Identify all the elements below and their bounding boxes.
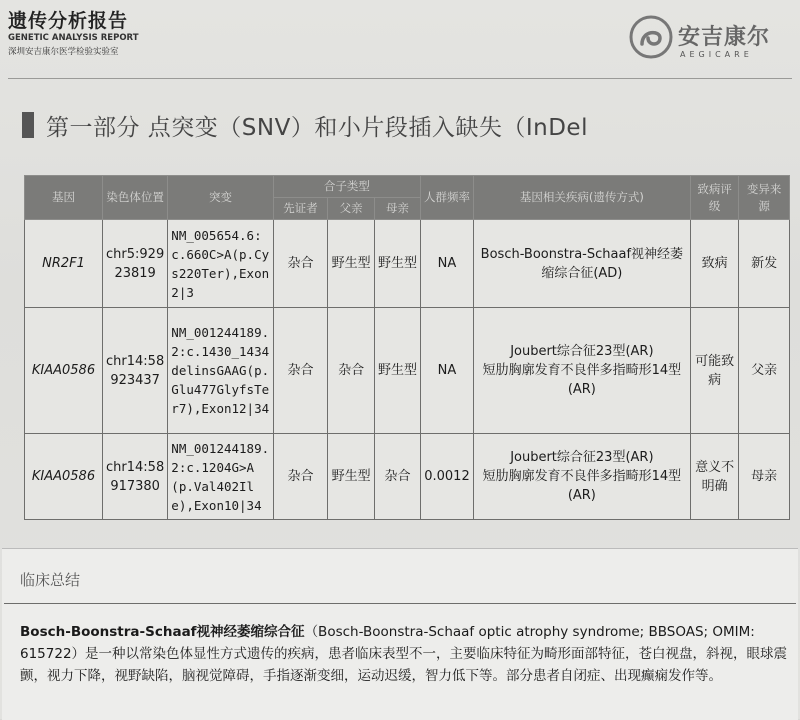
- disease-line: Bosch-Boonstra-Schaaf视神经萎缩综合征(AD): [480, 246, 684, 281]
- header-rating: 致病评级: [690, 176, 738, 220]
- cell-rating: 意义不明确: [690, 434, 738, 520]
- cell-disease: [473, 220, 690, 308]
- report-title: 遗传分析报告: [8, 10, 129, 32]
- cell-proband: 杂合: [273, 220, 328, 308]
- cell-mother: 野生型: [374, 220, 420, 308]
- cell-source: 母亲: [739, 434, 790, 520]
- cell-mother: 杂合: [374, 434, 420, 520]
- cell-mutation: NM_001244189.2:c.1204G>A(p.Val402Ile),Exon10|34: [168, 434, 273, 520]
- header-source: 变异来源: [739, 176, 790, 220]
- header-divider: [8, 78, 792, 79]
- table-row: [25, 308, 790, 434]
- cell-gene: KIAA0586: [25, 308, 103, 434]
- cell-frequency: NA: [421, 220, 474, 308]
- cell-mutation: NM_001244189.2:c.1430_1434delinsGAAG(p.Glu477GlyfsTer7),Exon12|34: [168, 308, 273, 434]
- summary-lead: Bosch-Boonstra-Schaaf视神经萎缩综合征: [20, 624, 305, 640]
- report-subtitle-en: GENETIC ANALYSIS REPORT: [8, 33, 139, 43]
- cell-father: 野生型: [328, 220, 374, 308]
- cell-gene: NR2F1: [25, 220, 103, 308]
- cell-mutation: NM_005654.6:c.660C>A(p.Cys220Ter),Exon2|3: [168, 220, 273, 308]
- company-logo: [628, 14, 794, 64]
- cell-disease: [473, 434, 690, 520]
- cell-chrom: chr14:58917380: [102, 434, 167, 520]
- variant-table: [24, 175, 790, 520]
- summary-body: （Bosch-Boonstra-Schaaf optic atrophy syndrome; BBSOAS; OMIM: 615722）是一种以常染色体显性方式遗传的疾病，患者临床表型不一，主要临床特征为畸形面部特征，苍白视盘，斜视，眼球震颤，视力下降，视野缺陷，脑视觉障碍，手指逐渐变细，运动迟缓，智力低下等。部分患者自闭症、出现癫痫发作等。: [20, 624, 788, 684]
- lab-name: 深圳安吉康尔医学检验实验室: [8, 47, 119, 57]
- table-row: [25, 434, 790, 520]
- cell-proband: 杂合: [273, 308, 328, 434]
- cell-mother: 野生型: [374, 308, 420, 434]
- header-proband: 先证者: [273, 198, 328, 220]
- header-zygosity: 合子类型: [273, 176, 421, 198]
- header-mother: 母亲: [374, 198, 420, 220]
- cell-frequency: 0.0012: [421, 434, 474, 520]
- table-row: [25, 220, 790, 308]
- cell-chrom: chr14:58923437: [102, 308, 167, 434]
- header-mutation: 突变: [168, 176, 273, 220]
- cell-rating: 致病: [690, 220, 738, 308]
- header-chrom: 染色体位置: [102, 176, 167, 220]
- header-frequency: 人群频率: [421, 176, 474, 220]
- cell-father: 野生型: [328, 434, 374, 520]
- clinical-summary: [2, 548, 798, 720]
- logo-text-cn: 安吉康尔: [678, 25, 771, 50]
- disease-line: Joubert综合征23型(AR): [510, 344, 654, 359]
- cell-father: 杂合: [328, 308, 374, 434]
- section-marker: [22, 112, 34, 138]
- cell-proband: 杂合: [273, 434, 328, 520]
- cell-rating: 可能致病: [690, 308, 738, 434]
- disease-line: Joubert综合征23型(AR): [510, 450, 654, 465]
- cell-frequency: NA: [421, 308, 474, 434]
- cell-gene: KIAA0586: [25, 434, 103, 520]
- header-disease: 基因相关疾病(遗传方式): [473, 176, 690, 220]
- cell-source: 新发: [739, 220, 790, 308]
- header-gene: 基因: [25, 176, 103, 220]
- cell-source: 父亲: [739, 308, 790, 434]
- disease-line: 短肋胸廓发育不良伴多指畸形14型(AR): [482, 363, 682, 397]
- section-title: 第一部分 点突变（SNV）和小片段插入缺失（InDel: [46, 115, 588, 141]
- summary-text: [20, 621, 792, 687]
- cell-disease: [473, 308, 690, 434]
- logo-mark-icon: [628, 14, 674, 60]
- disease-line: 短肋胸廓发育不良伴多指畸形14型(AR): [482, 469, 682, 503]
- header-father: 父亲: [328, 198, 374, 220]
- logo-text-en: AEGICARE: [680, 50, 753, 59]
- summary-heading: 临床总结: [20, 571, 81, 589]
- cell-chrom: chr5:92923819: [102, 220, 167, 308]
- summary-divider: [4, 603, 796, 604]
